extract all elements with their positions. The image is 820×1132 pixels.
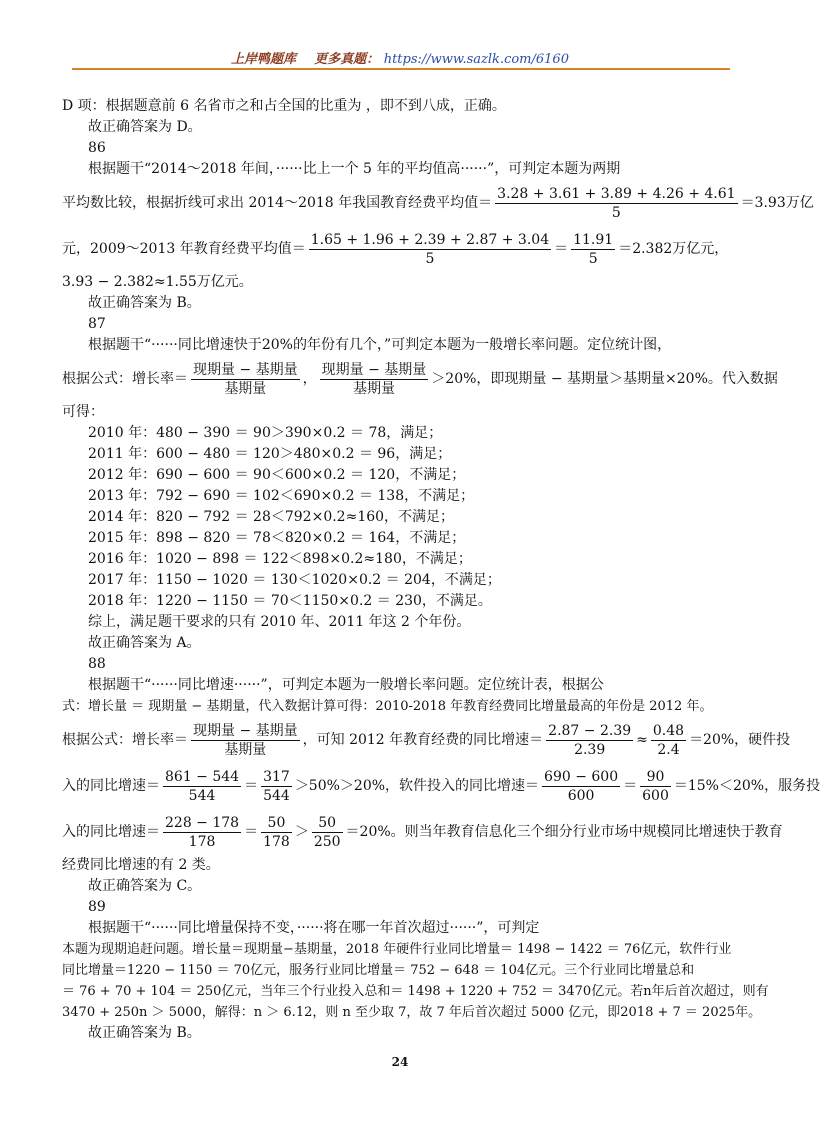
text-line: 经费同比增速的有 2 类。	[62, 857, 220, 873]
text-line: 根据题干“······同比增速快于20%的年份有几个，”可判定本题为一般增长率问题。定位统计图，	[88, 337, 672, 353]
answer-line: 故正确答案为 B。	[88, 1025, 201, 1041]
fraction-numerator: 现期量 − 基期量	[193, 361, 298, 378]
formula-line: 元，2009～2013 年教育经费平均值＝ $\frac{1.65 + 1.96 + 2.39 + 2.87 + 3.04}{5}$ ＝ $\frac{11.91}{5}$ ＝2.382万亿元，	[62, 231, 729, 267]
text-span: 平均数比较，根据折线可求出 2014～2018 年我国教育经费平均值＝	[62, 195, 493, 211]
answer-line: 故正确答案为 C。	[88, 878, 202, 894]
text-line: 综上，满足题干要求的只有 2010 年、2011 年这 2 个年份。	[88, 614, 471, 630]
fraction-denominator: 基期量	[224, 380, 267, 397]
fraction-numerator: 0.48	[652, 722, 685, 739]
header-divider	[72, 68, 730, 70]
fraction-denominator: 5	[425, 250, 435, 267]
page-header	[0, 48, 800, 67]
formula-line	[62, 180, 814, 226]
year-check-line: 2018 年：1220 − 1150 ＝ 70＜1150×0.2 ＝ 230，不满足。	[88, 593, 492, 609]
fraction	[163, 814, 241, 851]
text-span: ＝2.382万亿元，	[618, 241, 729, 257]
year-check-line: 2015 年：898 − 820 ＝ 78＜820×0.2 ＝ 164，不满足；	[88, 530, 466, 546]
fraction-denominator: 544	[263, 787, 290, 804]
fraction	[261, 814, 292, 851]
document-body	[62, 96, 820, 1044]
brand-name: 上岸鸭题库	[231, 52, 297, 67]
fraction-denominator: 2.4	[657, 741, 680, 758]
text-line: 根据题干“2014～2018 年间，······比上一个 5 年的平均值高······”，可判定本题为两期	[88, 161, 621, 177]
text-span: ＞50%＞20%，软件投入的同比增速＝	[294, 778, 540, 794]
fraction-denominator: 2.39	[574, 741, 606, 758]
text-line: ＝ 76 + 70 + 104 ＝ 250亿元，当年三个行业投入总和＝ 1498 + 1220 + 752 ＝ 3470亿元。若n年后首次超过，则有	[62, 984, 769, 999]
fraction	[312, 814, 343, 851]
question-number: 86	[88, 140, 106, 156]
text-line: 3.93 − 2.382≈1.55万亿元。	[62, 274, 253, 290]
formula-line: 入的同比增速＝ $\frac{861 - 544}{544}$ ＝ $\frac{317}{544}$ ＞50%＞20%，软件投入的同比增速＝ $\frac{690 - 600}{600}$ ＝ $\frac{90}{600}$ ＝15%＜20%，服务投	[62, 768, 820, 804]
fraction-denominator: 178	[263, 833, 290, 850]
question-number: 87	[88, 316, 106, 332]
text-span: ＝20%。则当年教育信息化三个细分行业市场中规模同比增速快于教育	[345, 824, 783, 840]
text-line: 可得：	[62, 404, 104, 420]
text-line: 式：增长量 ＝ 现期量 − 基期量，代入数据计算可得：2010-2018 年教育经费同比增量最高的年份是 2012 年。	[62, 699, 713, 714]
fraction-denominator: 600	[642, 787, 669, 804]
fraction-denominator: 250	[313, 833, 341, 850]
year-check-line: 2016 年：1020 − 898 ＝ 122＜898×0.2≈180，不满足；	[88, 551, 472, 567]
fraction-numerator: 2.87 − 2.39	[548, 722, 632, 739]
header-url-link[interactable]: https://www.sazlk.com/6160	[383, 52, 569, 67]
text-span: ＝15%＜20%，服务投	[673, 778, 820, 794]
fraction	[495, 185, 737, 222]
fraction	[571, 231, 615, 268]
text-span: 入的同比增速＝	[62, 824, 160, 840]
fraction	[261, 768, 292, 805]
text-span: ＞20%，即现期量 − 基期量＞基期量×20%。代入数据	[431, 371, 778, 387]
formula-line: 入的同比增速＝ $\frac{228 - 178}{178}$ ＝ $\frac{50}{178}$ ＞ $\frac{50}{250}$ ＝20%。则当年教育信息化三个细分行业市场中规模同比增速快于教育	[62, 814, 783, 850]
formula-line: 根据公式：增长率＝ $\frac{\text{现期量 − 基期量}}{\text{基期量}}$ ， $\frac{\text{现期量 − 基期量}}{\text{基期量}}$ ＞20%，即现期量 − 基期量＞基期量×20%。代入数据	[62, 361, 778, 397]
text-span: 根据公式：增长率＝	[62, 732, 188, 748]
fraction	[191, 361, 300, 398]
text-span: ＝20%，硬件投	[689, 732, 791, 748]
fraction	[651, 722, 686, 759]
answer-line: 故正确答案为 D。	[88, 119, 202, 135]
fraction	[320, 361, 429, 398]
question-number: 89	[88, 899, 106, 915]
answer-line: 故正确答案为 A。	[88, 635, 201, 651]
text-line: D 项：根据题意前 6 名省市之和占全国的比重为 ，即不到八成，正确。	[62, 98, 506, 114]
text-line: 根据题干“······同比增量保持不变，······将在哪一年首次超过······”，可判定	[88, 920, 540, 936]
year-check-line: 2013 年：792 − 690 ＝ 102＜690×0.2 ＝ 138，不满足；	[88, 488, 475, 504]
year-check-line: 2014 年：820 − 792 ＝ 28＜792×0.2≈160，不满足；	[88, 509, 455, 525]
fraction-denominator: 基期量	[352, 380, 395, 397]
fraction	[542, 768, 620, 805]
fraction-denominator: 5	[611, 204, 621, 221]
text-line: 本题为现期追赶问题。增长量＝现期量−基期量，2018 年硬件行业同比增量＝ 1498 − 1422 ＝ 76亿元，软件行业	[62, 942, 732, 957]
fraction-denominator: 5	[588, 250, 598, 267]
text-span: 根据公式：增长率＝	[62, 371, 188, 387]
fraction-denominator: 544	[188, 787, 216, 804]
fraction	[309, 231, 551, 268]
year-check-line: 2010 年：480 − 390 ＝ 90＞390×0.2 ＝ 78，满足；	[88, 425, 443, 441]
fraction-numerator: 50	[261, 814, 292, 833]
year-check-line: 2011 年：600 − 480 ＝ 120＞480×0.2 ＝ 96，满足；	[88, 446, 452, 462]
fraction-denominator: 178	[188, 833, 216, 850]
answer-line: 故正确答案为 B。	[88, 295, 201, 311]
text-span: ≈	[636, 732, 648, 748]
formula-line	[62, 717, 791, 763]
fraction-numerator: 1.65 + 1.96 + 2.39 + 2.87 + 3.04	[310, 231, 550, 248]
fraction-numerator: 3.28 + 3.61 + 3.89 + 4.26 + 4.61	[497, 185, 736, 202]
year-check-line: 2012 年：690 − 600 ＝ 90＜600×0.2 ＝ 120，不满足；	[88, 467, 466, 483]
year-check-line: 2017 年：1150 − 1020 ＝ 130＜1020×0.2 ＝ 204，不满足；	[88, 572, 501, 588]
fraction	[546, 722, 633, 759]
fraction	[640, 768, 671, 805]
fraction-numerator: 228 − 178	[165, 814, 240, 831]
fraction-numerator: 11.91	[573, 231, 614, 248]
text-line: 3470 + 250n ＞ 5000，解得：n ＞ 6.12，则 n 至少取 7，故 7 年后首次超过 5000 亿元，即2018 + 7 ＝ 2025年。	[62, 1005, 762, 1020]
page-number: 24	[391, 1055, 409, 1069]
fraction-numerator: 861 − 544	[165, 768, 240, 785]
fraction	[163, 768, 241, 805]
text-line: 同比增量＝1220 − 1150 ＝ 70亿元，服务行业同比增量＝ 752 − 648 ＝ 104亿元。三个行业同比增量总和	[62, 963, 695, 978]
text-line: 根据题干“······同比增速······”，可判定本题为一般增长率问题。定位统计表，根据公	[88, 677, 604, 693]
fraction-numerator: 690 − 600	[544, 768, 619, 785]
header-label: 更多真题：	[314, 52, 380, 67]
fraction	[191, 722, 300, 759]
text-span: 元，2009～2013 年教育经费平均值＝	[62, 241, 306, 257]
text-span: 入的同比增速＝	[62, 778, 160, 794]
fraction-numerator: 90	[640, 768, 671, 787]
fraction-numerator: 现期量 − 基期量	[193, 722, 298, 739]
question-number: 88	[88, 656, 106, 672]
fraction-numerator: 现期量 − 基期量	[321, 361, 427, 378]
text-span: ＝3.93万亿	[740, 195, 814, 211]
fraction-numerator: 317	[263, 768, 290, 785]
fraction-numerator: 50	[312, 814, 343, 833]
fraction-denominator: 600	[567, 787, 595, 804]
text-span: ，可知 2012 年教育经费的同比增速＝	[302, 732, 544, 748]
fraction-denominator: 基期量	[224, 741, 267, 758]
